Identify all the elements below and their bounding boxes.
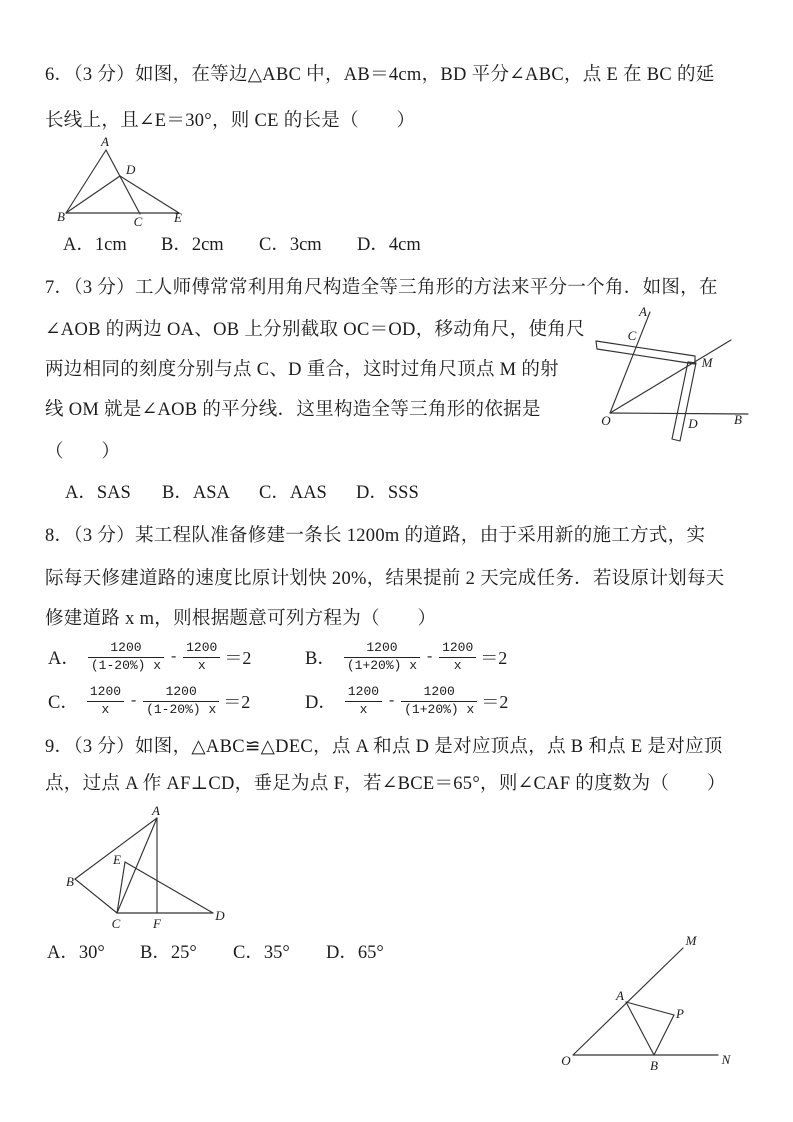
vertex-label-o: O	[601, 413, 611, 428]
minus-sign: -	[129, 692, 139, 710]
vertex-label-c: C	[627, 328, 637, 343]
figure-q9-triangles	[66, 803, 225, 931]
option-label: C．	[48, 693, 79, 713]
vertex-label-d: D	[688, 416, 698, 431]
q9-option-a: A．30°	[47, 943, 105, 963]
fraction-numerator: 1200	[345, 684, 382, 702]
fraction-denominator: (1+20%) x	[404, 701, 475, 717]
ray-OM	[573, 948, 683, 1055]
equation-rhs: ＝2	[224, 648, 252, 668]
ruler-arm-upper	[596, 341, 695, 364]
q7-option-a: A．SAS	[65, 483, 131, 503]
vertex-label-b: B	[734, 412, 742, 427]
fraction-numerator: 1200	[87, 684, 124, 702]
vertex-label-b: B	[66, 874, 74, 889]
fraction-denominator: x	[359, 701, 368, 717]
q9-text-line1: 9．（3 分）如图，△ABC≌△DEC，点 A 和点 D 是对应顶点，点 B 和点 E 是对应顶	[45, 737, 723, 757]
equation-rhs: ＝2	[481, 692, 509, 712]
option-label: D．	[305, 693, 337, 713]
fraction-denominator: (1-20%) x	[90, 657, 162, 673]
q6-option-d: D．4cm	[357, 235, 421, 255]
vertex-label-e: E	[174, 210, 182, 225]
segment-PB	[654, 1015, 674, 1055]
vertex-label-d: D	[215, 908, 225, 923]
vertex-label-a: A	[152, 803, 160, 818]
vertex-label-c: C	[111, 916, 121, 931]
q7-option-c: C．AAS	[259, 483, 327, 503]
vertex-label-o: O	[561, 1053, 571, 1068]
q7-option-b: B．ASA	[162, 483, 230, 503]
q6-option-b: B．2cm	[161, 235, 224, 255]
vertex-label-b: B	[57, 209, 65, 224]
q8-text-line3: 修建道路 x m，则根据题意可列方程为（ ）	[45, 609, 437, 629]
segment-AP	[626, 1002, 674, 1015]
fraction-denominator: x	[101, 701, 110, 717]
q7-text-line3: 两边相同的刻度分别与点 C、D 重合，这时过角尺顶点 M 的射	[45, 360, 559, 380]
q7-text-line5: （ ）	[45, 442, 121, 462]
figure-bottom-angle	[561, 933, 731, 1073]
vertex-label-p: P	[676, 1006, 684, 1021]
q9-option-b: B．25°	[140, 943, 197, 963]
option-label: A．	[48, 649, 80, 669]
ray-OM	[610, 340, 731, 413]
vertex-label-a: A	[101, 134, 109, 149]
ray-OB	[610, 413, 748, 414]
q6-option-a: A．1cm	[63, 235, 127, 255]
vertex-label-c: C	[133, 214, 143, 229]
q7-text-line4: 线 OM 就是∠AOB 的平分线．这里构造全等三角形的依据是	[45, 400, 541, 420]
equation-rhs: ＝2	[480, 648, 508, 668]
minus-sign: -	[425, 648, 435, 666]
vertex-label-f: F	[153, 916, 161, 931]
fraction-numerator: 1200	[401, 684, 477, 702]
q6-text-line1: 6．（3 分）如图，在等边△ABC 中，AB＝4cm，BD 平分∠ABC，点 E 在 BC 的延	[45, 65, 715, 85]
fraction-numerator: 1200	[439, 640, 476, 658]
fraction-numerator: 1200	[344, 640, 420, 658]
fraction-denominator: x	[453, 657, 462, 673]
vertex-label-m: M	[701, 355, 713, 370]
figure-q6-triangle	[57, 134, 182, 229]
segment-AB	[66, 150, 106, 213]
q7-text-line2: ∠AOB 的两边 OA、OB 上分别截取 OC＝OD，移动角尺，使角尺	[45, 320, 585, 340]
segment-CE	[117, 862, 125, 913]
q9-option-c: C．35°	[233, 943, 290, 963]
fraction-denominator: (1+20%) x	[346, 657, 418, 673]
q9-option-d: D．65°	[326, 943, 384, 963]
fraction-numerator: 1200	[143, 684, 219, 702]
fraction-denominator: x	[197, 657, 206, 673]
fraction-denominator: (1-20%) x	[146, 701, 217, 717]
segment-ED	[125, 862, 213, 913]
vertex-label-d: D	[126, 162, 136, 177]
figure-q7-angle-ruler	[596, 304, 748, 441]
fraction-numerator: 1200	[88, 640, 164, 658]
segment-BC	[75, 879, 117, 913]
option-label: B．	[305, 649, 336, 669]
q6-text-line2: 长线上，且∠E＝30°，则 CE 的长是（ ）	[45, 111, 416, 131]
q8-text-line1: 8．（3 分）某工程队准备修建一条长 1200m 的道路，由于采用新的施工方式，实	[45, 526, 706, 546]
vertex-label-e: E	[113, 852, 121, 867]
q7-option-d: D．SSS	[356, 483, 419, 503]
segment-AB	[626, 1002, 654, 1055]
minus-sign: -	[169, 648, 179, 666]
fraction-numerator: 1200	[183, 640, 220, 658]
q8-text-line2: 际每天修建道路的速度比原计划快 20%，结果提前 2 天完成任务．若设原计划每天	[45, 569, 725, 589]
minus-sign: -	[387, 692, 397, 710]
segment-DE	[120, 176, 179, 213]
equation-rhs: ＝2	[223, 692, 251, 712]
q7-text-line1: 7．（3 分）工人师傅常常利用角尺构造全等三角形的方法来平分一个角．如图，在	[45, 278, 718, 298]
segment-BD	[66, 176, 120, 213]
vertex-label-a: A	[616, 988, 624, 1003]
q9-text-line2: 点，过点 A 作 AF⊥CD，垂足为点 F，若∠BCE＝65°，则∠CAF 的度数为（ ）	[45, 774, 726, 794]
vertex-label-m: M	[685, 933, 697, 948]
q6-option-c: C．3cm	[259, 235, 322, 255]
vertex-label-n: N	[721, 1052, 731, 1067]
vertex-label-b: B	[650, 1058, 658, 1073]
vertex-label-a: A	[639, 304, 647, 319]
